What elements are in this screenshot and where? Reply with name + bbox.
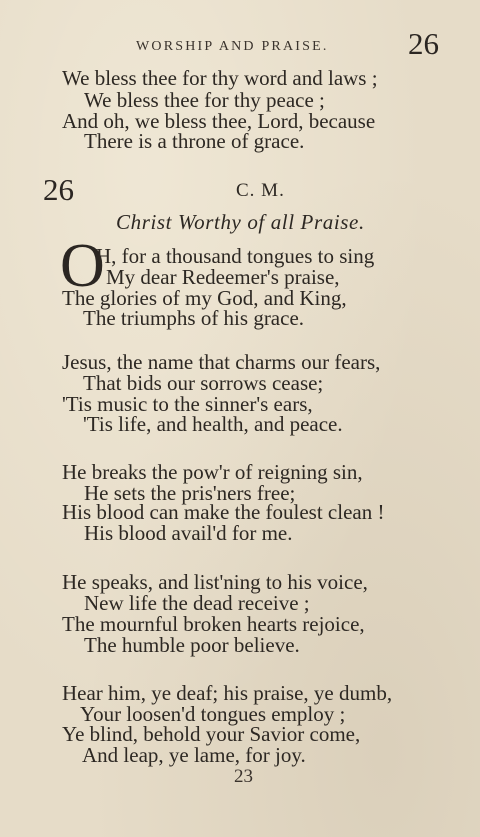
verse-line: He breaks the pow'r of reigning sin,: [62, 460, 363, 484]
verse-line: The glories of my God, and King,: [62, 286, 347, 310]
verse-line: The humble poor believe.: [84, 633, 300, 657]
drop-cap: O: [60, 232, 105, 300]
verse-line: Your loosen'd tongues employ ;: [80, 702, 346, 726]
verse-line: His blood avail'd for me.: [84, 521, 293, 545]
hymn-title: Christ Worthy of all Praise.: [116, 210, 365, 234]
verse-line: Hear him, ye deaf; his praise, ye dumb,: [62, 681, 393, 705]
verse-line: We bless thee for thy peace ;: [84, 88, 325, 112]
verse-line: Ye blind, behold your Savior come,: [62, 722, 361, 746]
verse-line: There is a throne of grace.: [84, 129, 305, 153]
verse-line: That bids our sorrows cease;: [83, 371, 324, 395]
verse-line: New life the dead receive ;: [84, 591, 310, 615]
verse-line: 'Tis music to the sinner's ears,: [62, 392, 313, 416]
verse-line: And leap, ye lame, for joy.: [82, 743, 306, 767]
hymn-meter: C. M.: [236, 180, 285, 201]
verse-line: The mournful broken hearts rejoice,: [62, 612, 365, 636]
verse-line: He sets the pris'ners free;: [84, 481, 296, 505]
verse-line: We bless thee for thy word and laws ;: [62, 66, 378, 90]
verse-line: His blood can make the foulest clean !: [62, 500, 385, 524]
verse-line: 'Tis life, and health, and peace.: [83, 412, 343, 436]
page-number: 23: [234, 766, 253, 787]
verse-line: Jesus, the name that charms our fears,: [62, 350, 381, 374]
hymn-page-number: 26: [408, 26, 439, 61]
verse-line: And oh, we bless thee, Lord, because: [62, 109, 376, 133]
hymn-number: 26: [43, 172, 74, 207]
verse-line: H, for a thousand tongues to sing: [96, 244, 375, 268]
verse-line: The triumphs of his grace.: [83, 306, 305, 330]
running-head: WORSHIP AND PRAISE.: [136, 39, 329, 54]
verse-line: My dear Redeemer's praise,: [106, 265, 340, 289]
verse-line: He speaks, and list'ning to his voice,: [62, 570, 368, 594]
